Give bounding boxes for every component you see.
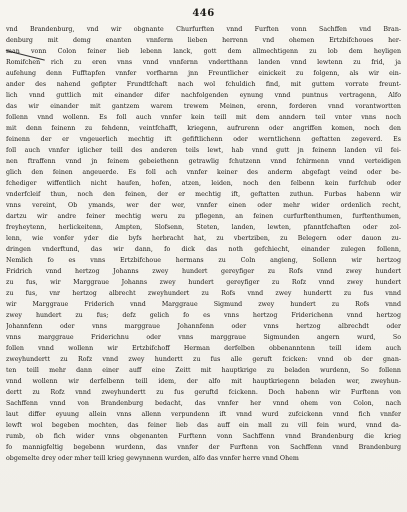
body-text xyxy=(6,24,401,464)
text-line: zu fus, wir Marggraue Johanns zwey hundert gereyfiger zu Rofz vnnd zwey hundert xyxy=(6,279,401,286)
text-line: Sachffenn vnnd von Brandenburg bedacht, das vnnfer her vnnd ohem von Colon, nach xyxy=(6,400,401,407)
text-line: feinenn der er vngeuerlich mechtig ift gefiftlichenn oder werntlichenn geftatten zegeverd. Es xyxy=(6,136,401,143)
text-line: dertt zu Rofz vnnd zweyhundertt zu fus geruftd fcickenn. Doch habenn wir Furftenn von xyxy=(6,389,401,396)
text-line: vnd Brandenburg, vnd wir obgnante Churfurften vnnd Furften vonn Sachffen vnd Bran- xyxy=(6,26,401,33)
text-line: ander des nahend gefipter Frundtfchaft nach wol fchuldich find, mit guttem vorrate freunt- xyxy=(6,81,401,88)
text-line: obgemelte drey oder mher teill krieg gewynnenn wurden, alfo das vnnfer herre vnnd Ohem xyxy=(6,455,299,462)
text-line: lich vnnd guttlich mit einander difer nachfolgenden eynung vnnd puntnus vertragenn, Alfo xyxy=(6,92,401,99)
text-line: freyheytenn, herlickeitenn, Ampten, Slofsenn, Steten, landen, lewten, pfanntfchaften oder zol- xyxy=(6,224,401,231)
text-line: follenn vnnd wollenn. Es foll auch vnnfer kein teill mit dem anndern teil vnter vnns noch xyxy=(6,114,401,121)
text-line: lewft wol begeben mochten, das feiner lieb das auff ein mall zu vill fein wurd, vnnd da- xyxy=(6,422,401,429)
text-line: rumb, ob fich wider vnns obgenanten Furftenn vonn Sachffenn vnnd Brandenburg die krieg xyxy=(6,433,401,440)
text-line: Fridrich vnnd hertzog Johanns zwey hundert gereyfiger zu Rofs vnnd zwey hundert xyxy=(6,268,401,275)
text-line: das wir einander mit gantzem warem trewem Meinen, erenn, forderen vnnd vorantwortten xyxy=(6,103,401,110)
text-line: zwey hundert zu fus; defz gelich fo es vnns hertzog Friderichenn vnnd hertzog xyxy=(6,312,401,319)
text-line: Johannfenn oder vnns marggraue Johannfenn oder vnns hertzog albrechdt oder xyxy=(6,323,401,330)
text-line: Nemlich fo es vnns Ertzbifchoue hermans zu Coln angieng, Sollenn wir hertzog xyxy=(6,257,401,264)
text-line: follen vnnd wollenn wir Ertzbifchoff Herman derfelben obbenanntenn teill idem auch xyxy=(6,345,401,352)
text-line: nen ftraffenn vnnd jn feinem gebeiethenn getrawlig fchutzenn vnnd fchirmenn vnnd verteidigen xyxy=(6,158,401,165)
text-line: dringen vnderftund, das wir dann, fo dick das noth gefchiecht, einander zulegen follenn, xyxy=(6,246,401,253)
text-line: denburg mit demg enanten vnnferm lieben herrenn vnd ohemen Ertzbifchoues her- xyxy=(6,37,401,44)
text-line: Romifchen rich zu eren vnns vnnd vnnfernn vndertthann landen vnnd lewtenn zu frid, ja xyxy=(6,59,401,66)
text-line: zu fus, vnr hertzog albrecht zweyhundert zu Rofs vnnd zwey hundertt zu fus vnnd xyxy=(6,290,401,297)
text-line: zweyhundertt zu Rofz vnnd zwey hundertt zu fus alle geruft fcicken: vnnd ob der gnan- xyxy=(6,356,401,363)
text-line: laut differ eyuung allein vnns allenn verpundenn ift vnnd wurd zufcickenn vnnd fich vnnfer xyxy=(6,411,401,418)
text-line: fo mannigfeltig begebenn wurdenn, das vnnfer der Furftenn von Sachffenn vnnd Brandenburg xyxy=(6,444,401,451)
text-line: wir Marggraue Friderich vnnd Marggraue Sigmund zwey hundert zu Rofs vnnd xyxy=(6,301,401,308)
text-line: mit denn feinenn zu fehdenn, veintfchafft, kriegenn, aufrurenn oder angriffen komen, noch den xyxy=(6,125,401,132)
text-line: aufehung denn Fufftapfen vnnfer vorfharnn jnn Freuntlicher einickeit zu folgenn, als wir ein- xyxy=(6,70,401,77)
text-line: glich den feinen angeuerde. Es foll ach vnnfer keiner des anderm abgefagt veind oder be- xyxy=(6,169,401,176)
text-line: vnns vereint, Ob ymands, wer der wer, vnnfer einen oder mehr wider ordenlich recht, xyxy=(6,202,401,209)
text-line: dartzu wir andre feiner mechtig weru zu pflegenn, an feinen curfurftenthumen, furftenthumen, xyxy=(6,213,401,220)
page-number: 446 xyxy=(192,8,215,19)
text-line: foll auch vnnfer iglicher teill des anderen teils lewt, hab vnnd gutt jn feinenn landen vil fei- xyxy=(6,147,401,154)
text-line: lenn, wie vonfer yder die byfs herbracht hat, zu vbertziben, zu Belegern oder dauon zu- xyxy=(6,235,401,242)
text-line: ten teill mehr dann einer auff eine Zeitt mit hauptkrige zu beladen wurdenn, So follenn xyxy=(6,367,401,374)
text-line: fchediger wiffentlich nicht haufen, hofen, atzen, leiden, noch den felbenn kein furfchub oder xyxy=(6,180,401,187)
text-line: man vonn Colon feiner lieb lebenn lanck, gott dem allmechtigenn zu lob dem heyligen xyxy=(6,48,401,55)
text-line: vnderfcleif thun, noch den feinen, der er mechtig ift, geftatten zuthun. Furbas habenn wir xyxy=(6,191,401,198)
text-line: vnns marggraue Friderichnu oder vnns marggraue Sigmunden angern wurd, So xyxy=(6,334,401,341)
text-line: vnnd wollenn wir derfelbenn teill idem, der alfo mit hauptkriegenn beladen wer, zweyhun- xyxy=(6,378,401,385)
